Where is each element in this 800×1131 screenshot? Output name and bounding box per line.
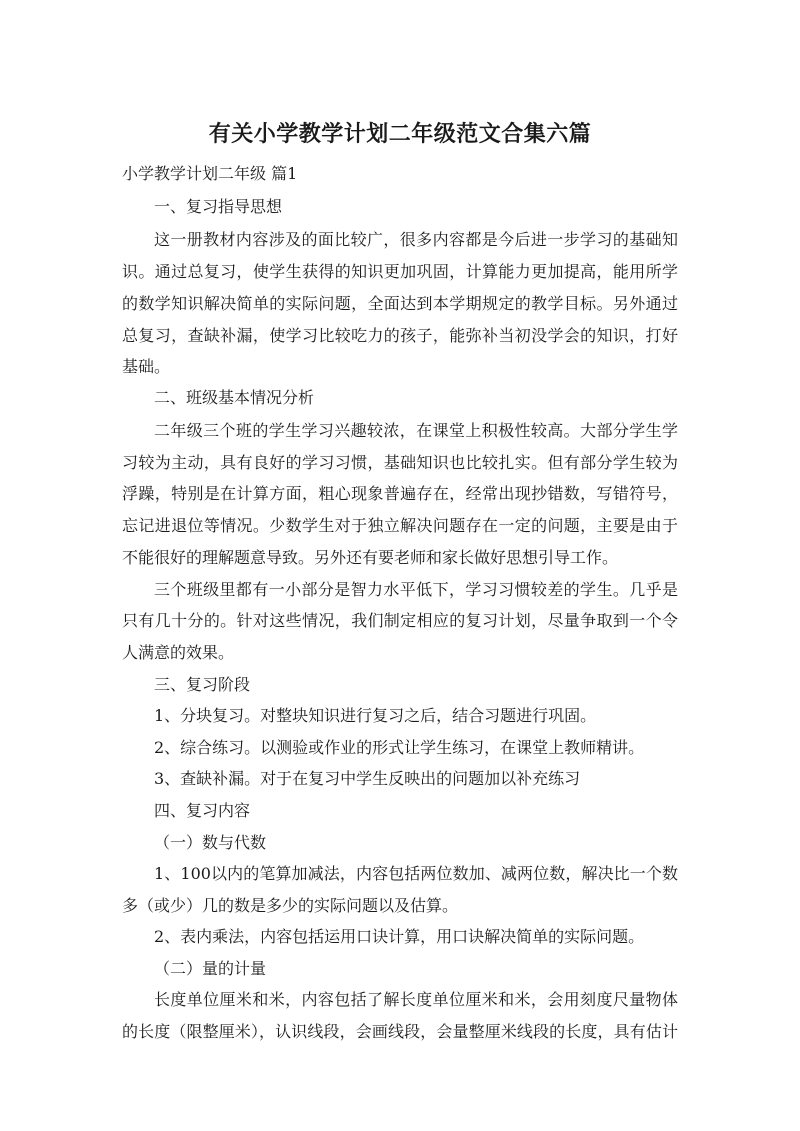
paragraph-line: 的长度（限整厘米），认识线段，会画线段，会量整厘米线段的长度，具有估计 xyxy=(122,1022,678,1041)
heading-2: 二、班级基本情况分析 xyxy=(154,388,315,407)
paragraph-line: 1、100以内的笔算加减法，内容包括两位数加、减两位数，解决比一个数 xyxy=(154,864,678,883)
paragraph-line: 的数学知识解决简单的实际问题，全面达到本学期规定的教学目标。另外通过 xyxy=(122,294,678,313)
document-title: 有关小学教学计划二年级范文合集六篇 xyxy=(208,122,592,147)
paragraph-line: 二年级三个班的学生学习兴趣较浓，在课堂上积极性较高。大部分学生学 xyxy=(154,421,678,440)
list-item: 2、综合练习。以测验或作业的形式让学生练习，在课堂上教师精讲。 xyxy=(154,738,645,757)
paragraph-line: 习较为主动，具有良好的学习习惯，基础知识也比较扎实。但有部分学生较为 xyxy=(122,453,678,472)
paragraph-line: 总复习，查缺补漏，使学习比较吃力的孩子，能弥补当初没学会的知识，打好 xyxy=(122,326,678,345)
list-item: 3、查缺补漏。对于在复习中学生反映出的问题加以补充练习 xyxy=(154,769,581,788)
paragraph-line: 识。通过总复习，使学生获得的知识更加巩固，计算能力更加提高，能用所学 xyxy=(122,262,678,281)
paragraph-line: 浮躁，特别是在计算方面，粗心现象普遍存在，经常出现抄错数，写错符号， xyxy=(122,484,678,503)
paragraph-line: 三个班级里都有一小部分是智力水平低下，学习习惯较差的学生。几乎是 xyxy=(154,580,678,599)
list-item: 1、分块复习。对整块知识进行复习之后，结合习题进行巩固。 xyxy=(154,706,597,725)
paragraph-line: 多（或少）几的数是多少的实际问题以及估算。 xyxy=(122,896,459,915)
section-subtitle: 小学教学计划二年级 篇1 xyxy=(122,164,298,183)
paragraph-line: 不能很好的理解题意导致。另外还有要老师和家长做好思想引导工作。 xyxy=(122,548,619,567)
subheading: （一）数与代数 xyxy=(154,833,267,852)
paragraph-line: 这一册教材内容涉及的面比较广，很多内容都是今后进一步学习的基础知 xyxy=(154,230,678,249)
paragraph-line: 忘记进退位等情况。少数学生对于独立解决问题存在一定的问题，主要是由于 xyxy=(122,516,678,535)
heading-3: 三、复习阶段 xyxy=(154,675,251,694)
paragraph-line: 长度单位厘米和米，内容包括了解长度单位厘米和米，会用刻度尺量物体 xyxy=(154,990,678,1009)
heading-1: 一、复习指导思想 xyxy=(154,197,283,216)
paragraph-line: 人满意的效果。 xyxy=(122,643,235,662)
heading-4: 四、复习内容 xyxy=(154,801,251,820)
paragraph-line: 2、表内乘法，内容包括运用口诀计算，用口诀解决简单的实际问题。 xyxy=(154,927,645,946)
paragraph-line: 只有几十分的。针对这些情况，我们制定相应的复习计划，尽量争取到一个令 xyxy=(122,611,678,630)
subheading: （二）量的计量 xyxy=(154,959,267,978)
paragraph-line: 基础。 xyxy=(122,357,171,376)
